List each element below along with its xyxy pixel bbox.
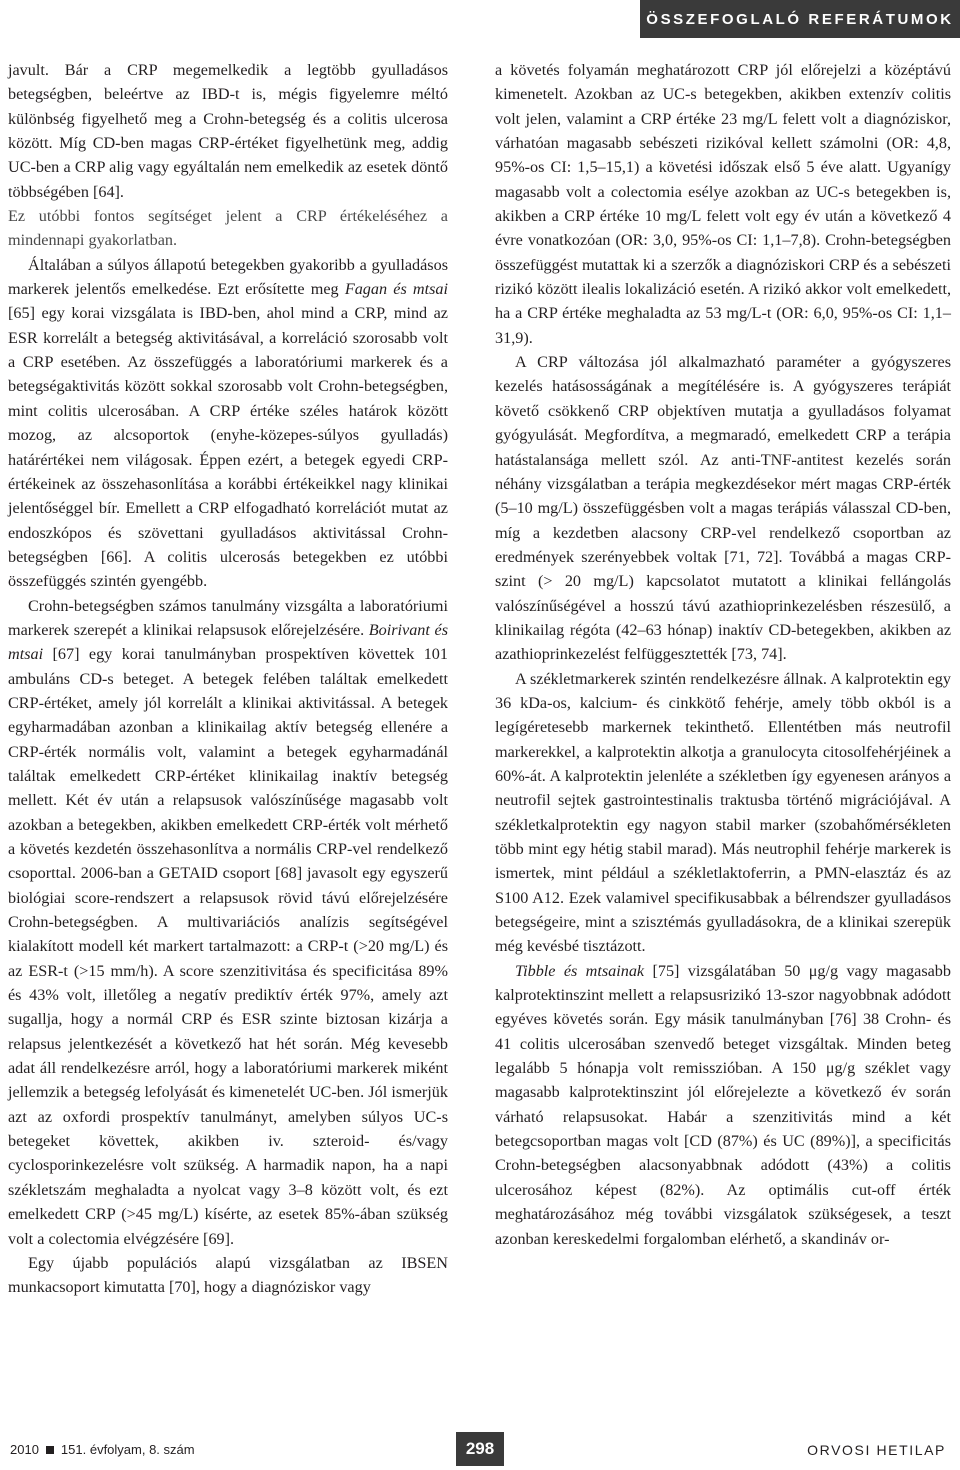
left-paragraph-2: Ez utóbbi fontos segítséget jelent a CRP értékeléséhez a mindennapi gyakorlatban.: [8, 207, 448, 250]
left-paragraph-5: Egy újabb populációs alapú vizsgálatban az IBSEN munkacsoport kimutatta [70], hogy a diagnóziskor vagy: [8, 1253, 448, 1297]
page-footer: [0, 1432, 960, 1466]
page-number: [456, 1432, 504, 1466]
left-paragraph-3-text-a: Ezt erősítette meg: [211, 280, 345, 299]
left-paragraph-4-text-b: [67] egy korai tanulmányban prospektíven követtek 101 ambuláns CD-s beteget. A betegek felében találtak emelkedett CRP-értéket, amely jól korrelált a klinikai aktivitással. A betegek egyharmadában azonban a klinikailag aktív betegség ellenére a CRP-érték normális volt, valamint a betegek egyharmadánál találtak emelkedett CRP-értéket klinikailag inaktív betegség mellett. Két év után a relapsusok valószínűsége magasabb volt azokban a betegekben, akikben emelkedett CRP-érték volt mérhető a követés kezdetén összehasonlítva a normális CRP-vel rendelkező csoporttal. 2006-ban a GETAID csoport [68] javasolt egy egyszerű biológiai score-rendszert a relapsusok rövid távú előrejelzésére Crohn-betegségben. A multivariációs analízis segítségével kialakított modell két markert tartalmazott: a CRP-t (>20 mg/L) és az ESR-t (>15 mm/h). A score szenzitivitása és specificitása 89% és 43% volt, illetőleg a negatív prediktív érték 97%, amely azt sugallja, hogy a normál CRP és ESR szinte biztosan kizárja a relapsus jelentkezését a következő hat hét során. Még kevesebb adat áll rendelkezésre arról, hogy a laboratóriumi markerek miként jellemzik a betegség lefolyását és kimenetelét UC-ben. Jól ismerjük azt az oxfordi prospektív tanulmányt, amelyben súlyos UC-s betegeket követtek, akikben iv. szteroid- és/vagy cyclosporinkezelésre volt szükség. A harmadik napon, ha a napi székletszám meghaladta a nyolcat vagy 3–8 között volt, és ezt emelkedett CRP (>45 mg/L) kísérte, az esetek 85%-ában szükség volt a colectomia elvégzésére [69].: [8, 645, 448, 1248]
left-paragraph-1: javult. Bár a CRP megemelkedik a legtöbb gyulladásos betegségben, beleértve az IBD-t is, mégis figyelemre méltó különbség figyelhető meg a Crohn-betegség és a colitis ulcerosa között. Míg CD-ben magas CRP-értéket figyelhetünk meg, addig UC-ben a CRP alig vagy egyáltalán nem emelkedik az esetek döntő többségében [64].: [8, 61, 448, 201]
right-paragraph-3: A székletmarkerek szintén rendelkezésre állnak. A kalprotektin egy 36 kDa-os, kalcium- és cinkkötő fehérje, amely több okból is a legígéretesebb markernek tekinthető. Ellentétben más neutrofil markerekkel, a kalprotektin alkotja a granulocyta citosolfehérjéinek a 60%-át. A kalprotektin jelenléte a székletben így egyenesen arányos a neutrofil sejtek gastrointestinalis traktusba történő migrációjával. A székletkalprotektin egy nagyon stabil marker (szobahőmérsékleten több mint egy hétig stabil marad). Más neutrophil fehérje markerek is ismertek, mint például a székletlaktoferrin, a PMN-elasztáz és az S100 A12. Ezek valamivel specifikusabbak a bélrendszer gyulladásos betegségeire, mint a szisztémás gyulladásokra, de a klinikai szerepük még kevésbé tisztázott.: [495, 669, 951, 956]
right-paragraph-1: a követés folyamán meghatározott CRP jól előrejelzi a középtávú kimenetelt. Azokban az UC-s betegekben, akikben extenzív colitis volt jelen, valamint a CRP értéke 23 mg/L felett volt a diagnóziskor, várhatóan magasabb sebészeti rizikóval kellett számolni (OR: 4,8, 95%-os CI: 1,5–15,1) a követési időszak első 5 éve alatt. Ugyanígy magasabb volt a colectomia esélye azokban az UC-s betegekben is, akikben a CRP értéke 10 mg/L felett volt egy év után a következő 4 évre vonatkozóan (OR: 3,0, 95%-os CI: 1,1–7,8). Crohn-betegségben összefüggést mutattak ki a szerzők a diagnóziskori CRP és a sebészeti rizikó között ilealis lokalizáció esetén. A rizikó akkor volt emelkedett, ha a CRP értéke meghaladta az 53 mg/L-t (OR: 6,0, 95%-os CI: 1,1–31,9).: [495, 61, 951, 347]
author-fagan: Fagan és mtsai: [344, 280, 448, 299]
left-paragraph-4-text-a: Crohn-betegségben számos tanulmány vizsgálta a laboratóriumi markerek szerepét a klinikai relapsusok előrejelzésére.: [8, 596, 448, 639]
footer-year: 2010: [10, 1442, 39, 1457]
right-paragraph-4: [495, 959, 951, 1251]
left-column: [8, 58, 448, 1300]
right-paragraph-2: A CRP változása jól alkalmazható paraméter a gyógyszeres kezelés hatásosságának a megítélésére is. A gyógyszeres terápiát követő csökkenő CRP objektíven mutatja a gyulladásos folyamat gyógyulását. Megfordítva, a megmaradó, emelkedett CRP a terápia hatástalansága mellett szól. Az anti-TNF-antitest kezelés során néhány vizsgálatban a terápia megkezdésekor mért magas CRP-érték (5–10 mg/L) összefüggésben volt a magas terápiás válasszal CD-ben, míg a kezdetben alacsony CRP-vel rendelkező csoportban az eredmények szerényebbek voltak [71, 72]. Továbbá a magas CRP-szint (> 20 mg/L) kapcsolatot mutatott a klinikai fellángolás valószínűségével a hosszú távú azathioprinkezelésben részesülő, a klinikailag régóta (42–63 hónap) inaktív CD-betegekben, akikben az azathioprinkezelést felfüggesztették [73, 74].: [495, 353, 951, 664]
left-paragraph-3: [8, 253, 448, 594]
author-boirivant: Boirivant és mtsai: [8, 620, 449, 664]
left-paragraph-4: [8, 594, 448, 1251]
footer-issue: 151. évfolyam, 8. szám: [60, 1442, 195, 1457]
section-header: [640, 0, 960, 38]
right-paragraph-4-text: [75] vizsgálatában 50 μg/g vagy magasabb kalprotektinszint mellett a relapsusrizikó 13-szor nagyobbnak adódott egyéves követés során. Egy másik tanulmányban [76] 38 Crohn- és 41 colitis ulcerosában szenvedő beteget vizsgáltak. Minden beteg legalább 5 hónapja volt remisszióban. A 150 μg/g széklet vagy magasabb kalprotektinszint jól előrejelezte a következő év során várható relapsusokat. Habár a szenzitivitás mind a két betegcsoportban magas volt [CD (87%) és UC (89%)], a specificitás Crohn-betegségben alacsonyabbnak adódott (43%) a colitis ulcerosához képest (82%). Az optimális cut-off érték meghatározásához még további vizsgálatok szükségesek, a teszt azonban kereskedelmi forgalomban elérhető, a skandináv or-: [495, 961, 951, 1248]
right-column: [495, 58, 951, 1251]
page-number-text: 298: [465, 1439, 495, 1458]
section-label: ÖSSZEFOGLALÓ REFERÁTUMOK: [646, 10, 954, 28]
left-paragraph-3-lead: Általában a súlyos állapotú betegekben gyakoribb a gyulladásos markerek jelentős emelkedése.: [8, 255, 448, 299]
author-tibble: Tibble és mtsainak: [515, 961, 645, 980]
square-bullet-icon: [46, 1446, 54, 1454]
left-paragraph-3-text-b: [65] egy korai vizsgálata is IBD-ben, ahol mind a CRP, mind az ESR korrelált a betegség aktivitásával, a korreláció szorosabb volt a CRP esetében. Az összefüggés a laboratóriumi markerek és a betegségaktivitás között sokkal szorosabb volt Crohn-betegségben, mint colitis ulcerosában. A CRP értéke széles határok között mozog, az alcsoportok (enyhe-közepes-súlyos gyulladás) határértékei nem világosak. Éppen ezért, a betegek egyedi CRP-értékeinek az összehasonlítása a korábbi értékeikkel nagy klinikai jelentőséggel bír. Emellett a CRP elfogadható korrelációt mutat az endoszkópos és szövettani gyulladásos aktivitással Crohn-betegségben [66]. A colitis ulcerosás betegekben ez utóbbi összefüggés szintén gyengébb.: [8, 304, 448, 591]
footer-issue-info: [10, 1442, 195, 1457]
journal-name: ORVOSI HETILAP: [807, 1442, 946, 1458]
